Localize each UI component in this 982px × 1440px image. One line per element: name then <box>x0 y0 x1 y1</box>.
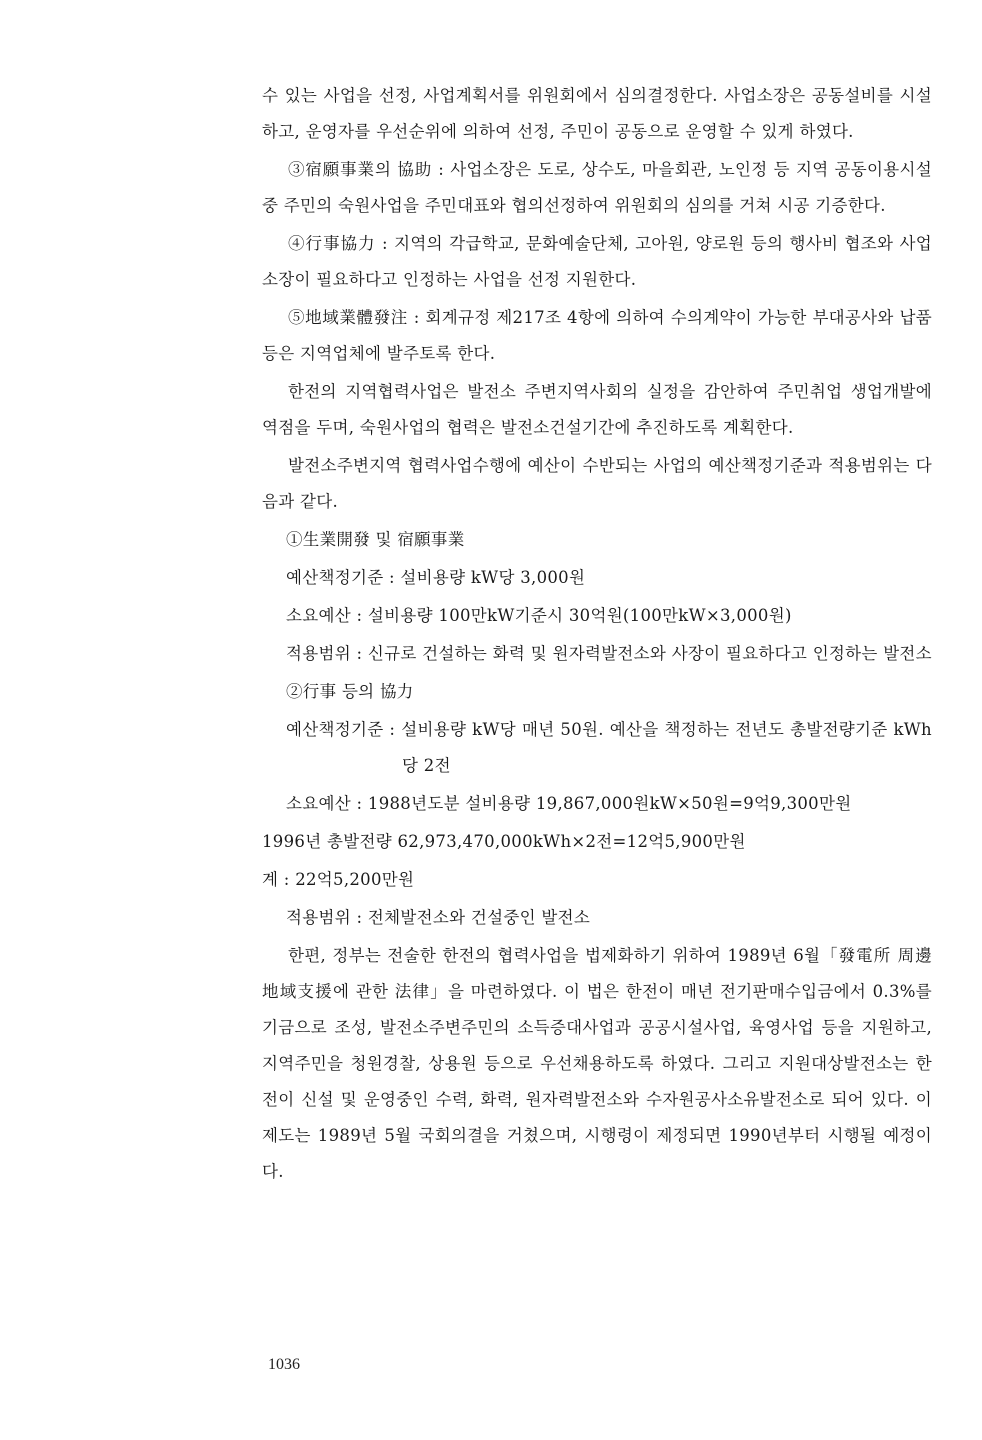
page-number: 1036 <box>268 1356 300 1373</box>
required-budget-2-total: 계 : 22억5,200만원 <box>262 870 415 889</box>
paragraph-legislation: 한편, 정부는 전술한 한전의 협력사업을 법제화하기 위하여 1989년 6월「發電所 周邊地域支援에 관한 法律」을 마련하였다. 이 법은 한전이 매년 전기판매수입금에서 0.3%를 기금으로 조성, 발전소주변주민의 소득증대사업과 공공시설사업, 육영사업 등을 지원하고, 지역주민을 청원경찰, 상용원 등으로 우선채용하도록 하였다. 그리고 지원대상발전소는 한전이 신설 및 운영중인 수력, 화력, 원자력발전소와 수자원공사소유발전소로 되어 있다. 이 제도는 1989년 5월 국회의결을 거쳤으며, 시행령이 제정되면 1990년부터 시행될 예정이다. <box>262 946 932 1181</box>
heading-livelihood: ①生業開發 및 宿願事業 <box>286 530 465 549</box>
item-3-wish-projects: ③宿願事業의 協助 : 사업소장은 도로, 상수도, 마을회관, 노인정 등 지역 공동이용시설 중 주민의 숙원사업을 주민대표와 협의선정하여 위원회의 심의를 거쳐 시공 기증한다. <box>262 160 932 215</box>
document-body <box>262 78 932 1192</box>
scope-1: 적용범위 : 신규로 건설하는 화력 및 원자력발전소와 사장이 필요하다고 인정하는 발전소 <box>286 644 932 663</box>
paragraph-continuation: 수 있는 사업을 선정, 사업계획서를 위원회에서 심의결정한다. 사업소장은 공동설비를 시설하고, 운영자를 우선순위에 의하여 선정, 주민이 공동으로 운영할 수 있게 하였다. <box>262 86 932 141</box>
required-budget-1: 소요예산 : 설비용량 100만kW기준시 30억원(100만kW×3,000원) <box>286 606 792 625</box>
item-4-event-cooperation: ④行事協力 : 지역의 각급학교, 문화예술단체, 고아원, 양로원 등의 행사비 협조와 사업소장이 필요하다고 인정하는 사업을 선정 지원한다. <box>262 234 932 289</box>
scope-2: 적용범위 : 전체발전소와 건설중인 발전소 <box>286 908 591 927</box>
budget-basis-1: 예산책정기준 : 설비용량 kW당 3,000원 <box>286 568 586 587</box>
required-budget-2: 소요예산 : 1988년도분 설비용량 19,867,000원kW×50원=9억9,300만원 <box>286 794 852 813</box>
item-5-local-procurement: ⑤地域業體發注 : 회계규정 제217조 4항에 의하여 수의계약이 가능한 부대공사와 납품 등은 지역업체에 발주토록 한다. <box>262 308 932 363</box>
required-budget-2-line2: 1996년 총발전량 62,973,470,000kWh×2전=12억5,900만원 <box>262 832 746 851</box>
paragraph-kepco-program: 한전의 지역협력사업은 발전소 주변지역사회의 실정을 감안하여 주민취업 생업개발에 역점을 두며, 숙원사업의 협력은 발전소건설기간에 추진하도록 계획한다. <box>262 382 932 437</box>
paragraph-budget-intro: 발전소주변지역 협력사업수행에 예산이 수반되는 사업의 예산책정기준과 적용범위는 다음과 같다. <box>262 456 932 511</box>
budget-basis-2: 예산책정기준 : 설비용량 kW당 매년 50원. 예산을 책정하는 전년도 총발전량기준 kWh당 2전 <box>286 720 932 775</box>
heading-events: ②行事 등의 協力 <box>286 682 414 701</box>
